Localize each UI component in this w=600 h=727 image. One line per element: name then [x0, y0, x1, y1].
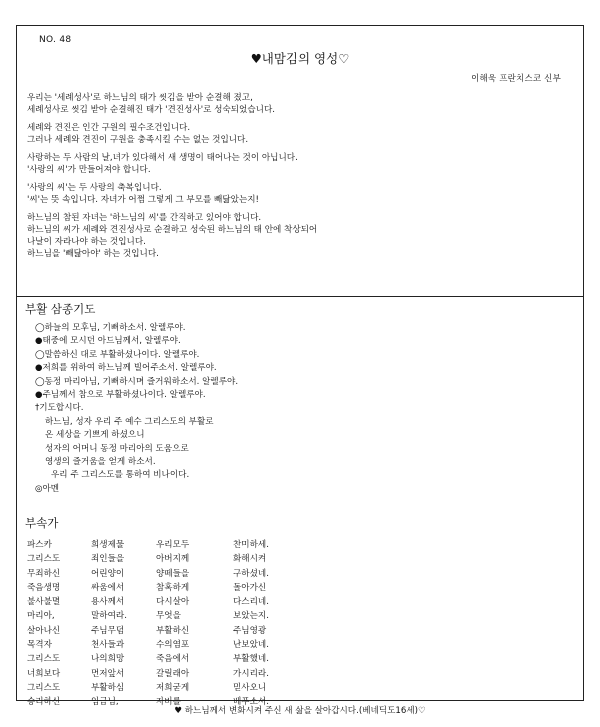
hymn-cell: 부활했네.: [233, 654, 269, 665]
hymn-cell: 무죄하신: [27, 568, 61, 579]
hymn-cell: 주님무덤: [91, 625, 125, 636]
hymn-cell: 돌아가신: [233, 582, 267, 593]
paragraph-line: 사랑하는 두 사람의 날,녀가 있다해서 새 생명이 태어나는 것이 아닙니다.: [27, 153, 298, 163]
hymn-cell: 말하여라.: [91, 611, 127, 622]
prayer-line: ◯하늘의 모후님, 기뻐하소서. 알렐루야.: [35, 323, 186, 333]
paragraph: [27, 182, 577, 206]
hymn-cell: 죽음생명: [27, 582, 61, 593]
paragraph: [27, 92, 577, 116]
hymn-cell: 불사불멸: [27, 597, 61, 608]
paragraph-line: 세례와 견진은 인간 구원의 필수조건입니다.: [27, 123, 191, 133]
hymn-cell: 갈릴래아: [156, 668, 190, 679]
hymn-cell: 너희보다: [27, 668, 61, 679]
hymn-row: [27, 681, 269, 695]
hymn-cell: 믿사오니: [233, 682, 267, 693]
hymn-cell: 보았는지.: [233, 611, 269, 622]
hymn-cell: 부활하심: [91, 682, 125, 693]
hymn-row: [27, 538, 269, 552]
hymn-row: [27, 581, 269, 595]
hymn-row: [27, 595, 269, 609]
collect-line: 성자의 어머니 동정 마리아의 도움으로: [45, 443, 189, 454]
hymn-row: [27, 609, 269, 623]
hymn-cell: 우리모두: [156, 540, 190, 550]
prayer-line: ●태중에 모시던 아드님께서, 알렐루야.: [35, 336, 181, 347]
reflection-body: [27, 92, 577, 266]
hymn-cell: 난보았네.: [233, 640, 269, 651]
hymn-cell: 승리하신: [27, 697, 61, 708]
hymn-cell: 용사께서: [91, 597, 125, 608]
paragraph-line: 세례성사로 씻김 받아 순결해진 태가 '견진성사'로 성숙되었습니다.: [27, 105, 275, 115]
hymn-cell: 죽음에서: [156, 654, 190, 665]
paragraph-line: 하느님을 '빼닮아야' 하는 것입니다.: [27, 249, 159, 259]
hymn-cell: 다스리네.: [233, 597, 269, 608]
prayer-text: [35, 322, 238, 496]
prayer-line: ◯말씀하신 대로 부활하셨나이다. 알렐루야.: [35, 349, 200, 360]
hymn-cell: 화해시켜: [233, 554, 267, 565]
prayer-title: 부활 삼종기도: [25, 302, 96, 316]
paragraph-line: '씨'는 뜻 속입니다. 자녀가 어쩜 그렇게 그 부모를 빼닮았는지!: [27, 195, 259, 205]
reflection-section: [17, 26, 583, 296]
issue-number: NO. 48: [39, 35, 72, 45]
hymn-cell: 어린양이: [91, 568, 125, 579]
hymn-table: [27, 538, 269, 710]
hymn-row: [27, 667, 269, 681]
collect-line: 우리 주 그리스도를 통하여 비나이다.: [51, 470, 190, 481]
amen-line: ◎아멘: [35, 483, 60, 494]
hymn-cell: 부활하신: [156, 625, 190, 636]
hymn-row: [27, 552, 269, 566]
collect-line: 영생의 즐거움을 얻게 하소서.: [45, 457, 156, 468]
prayer-line: ●저희를 위하여 하느님께 빌어주소서. 알렐루야.: [35, 363, 217, 374]
author: 이해욱 프란치스코 신부: [471, 74, 561, 84]
hymn-row: [27, 567, 269, 581]
hymn-cell: 싸움에서: [91, 582, 125, 593]
paragraph-line: '사랑의 씨'는 두 사랑의 축복입니다.: [27, 183, 162, 193]
hymn-cell: 참혹하게: [156, 582, 190, 593]
paragraph-line: '사랑의 씨'가 만들어져야 합니다.: [27, 165, 151, 175]
paragraph-line: 그러나 세례와 견진이 구원을 충족시킬 수는 없는 것입니다.: [27, 135, 249, 145]
hymn-cell: 베푸소서.: [233, 697, 269, 708]
page-title: ♥내맘김의 영성♡: [250, 51, 350, 66]
prayer-line: ●주님께서 참으로 부활하셨나이다. 알렐루야.: [35, 390, 206, 401]
footer-text: ♥ 하느님께서 변화시켜 주신 새 삶을 살아갑시다.(베네딕도16세)♡: [174, 706, 426, 716]
paragraph-line: 하느님의 씨가 세례와 견진성사로 순결하고 성숙된 하느님의 태 안에 착상되어: [27, 225, 318, 235]
hymn-cell: 먼저앞서: [91, 668, 125, 679]
paragraph: [27, 122, 577, 146]
hymn-cell: 무엇을: [156, 611, 181, 622]
hymn-cell: 저희굳게: [156, 682, 190, 693]
hymn-cell: 다시살아: [156, 597, 190, 608]
paragraph-line: 나날이 자라나야 하는 것입니다.: [27, 237, 146, 247]
paragraph-line: 하느님의 참된 자녀는 '하느님의 씨'를 간직하고 있어야 합니다.: [27, 213, 262, 223]
hymn-cell: 수의염포: [156, 640, 190, 651]
hymn-row: [27, 652, 269, 666]
hymn-cell: 자비를: [156, 697, 181, 708]
hymn-cell: 마리아,: [27, 611, 55, 622]
hymn-row: [27, 638, 269, 652]
hymn-cell: 죄인들을: [91, 554, 125, 565]
hymn-cell: 목격자: [27, 640, 52, 651]
paragraph: [27, 212, 577, 260]
hymn-cell: 파스카: [27, 540, 52, 550]
hymn-cell: 찬미하세.: [233, 540, 269, 550]
collect-line: 하느님, 성자 우리 주 예수 그리스도의 부활로: [45, 416, 214, 427]
collect-line: 온 세상을 기쁘게 하셨으니: [45, 430, 145, 441]
prayer-line: ◯동정 마리아님, 기뻐하시며 즐거워하소서. 알렐루야.: [35, 376, 239, 387]
hymn-cell: 아버지께: [156, 554, 190, 565]
hymn-cell: 천사들과: [91, 640, 125, 651]
section-divider: [17, 296, 583, 297]
hymn-cell: 가시리라.: [233, 668, 269, 679]
hymn-cell: 주님영광: [233, 625, 267, 636]
hymn-cell: 구하셨네.: [233, 568, 269, 579]
hymn-cell: 희생제물: [91, 540, 125, 550]
hymn-cell: 양떼들을: [156, 568, 190, 579]
paragraph: [27, 152, 577, 176]
prayer-line: †기도합시다.: [35, 403, 84, 414]
hymn-cell: 임금님,: [91, 697, 119, 708]
hymn-cell: 그리스도: [27, 554, 61, 565]
hymn-cell: 그리스도: [27, 654, 61, 665]
hymn-row: [27, 624, 269, 638]
hymn-cell: 나의희망: [91, 654, 125, 665]
page-frame: [16, 25, 584, 708]
hymn-cell: 그리스도: [27, 682, 61, 693]
hymn-title: 부속가: [25, 516, 59, 530]
hymn-cell: 살아나신: [27, 625, 61, 636]
paragraph-line: 우리는 '세례성사'로 하느님의 태가 씻김을 받아 순결해 졌고,: [27, 93, 253, 103]
